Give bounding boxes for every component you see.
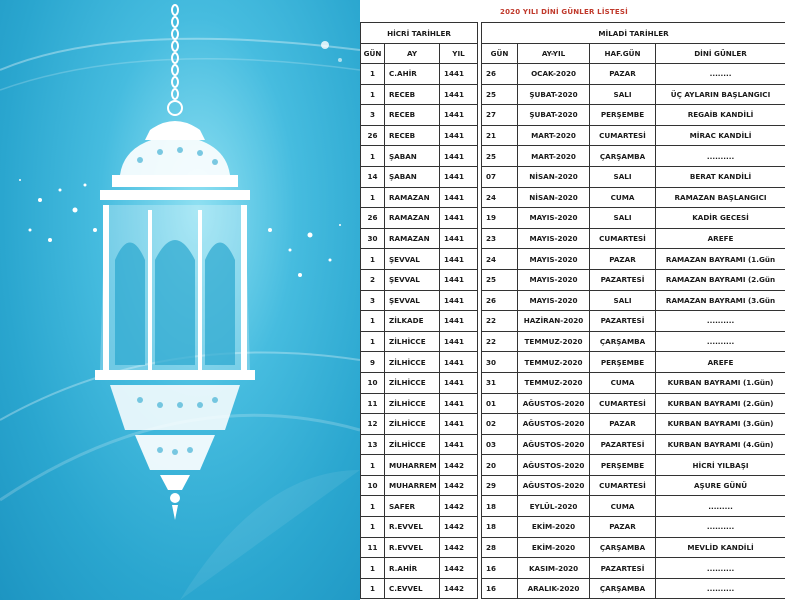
cell-ay: R.EVVEL	[385, 517, 440, 538]
cell-dini: KURBAN BAYRAMI (3.Gün)	[656, 414, 785, 435]
cell-ayyil: AĞUSTOS-2020	[518, 414, 590, 435]
cell-hgun: 9	[361, 352, 385, 373]
cell-hgun: 26	[361, 208, 385, 229]
cell-haf: CUMA	[590, 187, 656, 208]
cell-mgun: 23	[482, 228, 518, 249]
cell-hgun: 10	[361, 372, 385, 393]
cell-yil: 1442	[440, 578, 478, 599]
cell-mgun: 18	[482, 517, 518, 538]
cell-dini: AŞURE GÜNÜ	[656, 475, 785, 496]
cell-haf: PAZARTESİ	[590, 311, 656, 332]
cell-mgun: 16	[482, 578, 518, 599]
cell-haf: CUMARTESİ	[590, 228, 656, 249]
cell-haf: PERŞEMBE	[590, 352, 656, 373]
cell-dini: RAMAZAN BAYRAMI (1.Gün	[656, 249, 785, 270]
cell-yil: 1441	[440, 228, 478, 249]
cell-hgun: 13	[361, 434, 385, 455]
cell-hgun: 1	[361, 311, 385, 332]
cell-ay: SAFER	[385, 496, 440, 517]
cell-mgun: 27	[482, 105, 518, 126]
cell-ayyil: EYLÜL-2020	[518, 496, 590, 517]
cell-ay: ZİLHİCCE	[385, 372, 440, 393]
cell-haf: ÇARŞAMBA	[590, 578, 656, 599]
cell-hgun: 1	[361, 64, 385, 85]
cell-ay: RAMAZAN	[385, 187, 440, 208]
cell-dini: ..........	[656, 578, 785, 599]
cell-yil: 1442	[440, 558, 478, 579]
lantern-illustration	[0, 0, 360, 600]
cell-dini: REGAİB KANDİLİ	[656, 105, 785, 126]
cell-dini: .........	[656, 496, 785, 517]
cell-dini: MEVLİD KANDİLİ	[656, 537, 785, 558]
cell-ayyil: NİSAN-2020	[518, 166, 590, 187]
cell-dini: RAMAZAN BAŞLANGICI	[656, 187, 785, 208]
table-row	[361, 352, 785, 373]
cell-haf: CUMARTESİ	[590, 393, 656, 414]
cell-haf: PERŞEMBE	[590, 105, 656, 126]
cell-dini: ÜÇ AYLARIN BAŞLANGICI	[656, 84, 785, 105]
cell-yil: 1441	[440, 64, 478, 85]
cell-ayyil: MAYIS-2020	[518, 269, 590, 290]
cell-ayyil: MAYIS-2020	[518, 208, 590, 229]
cell-haf: PAZARTESİ	[590, 269, 656, 290]
cell-ayyil: EKİM-2020	[518, 517, 590, 538]
cell-dini: ..........	[656, 558, 785, 579]
cell-hgun: 11	[361, 393, 385, 414]
cell-haf: CUMARTESİ	[590, 125, 656, 146]
cell-ayyil: NİSAN-2020	[518, 187, 590, 208]
cell-dini: RAMAZAN BAYRAMI (3.Gün	[656, 290, 785, 311]
table-row	[361, 249, 785, 270]
cell-ay: C.EVVEL	[385, 578, 440, 599]
cell-yil: 1441	[440, 84, 478, 105]
cell-haf: PAZAR	[590, 517, 656, 538]
cell-haf: PERŞEMBE	[590, 455, 656, 476]
table-row	[361, 146, 785, 167]
cell-ayyil: ŞUBAT-2020	[518, 105, 590, 126]
cell-hgun: 1	[361, 84, 385, 105]
cell-haf: SALI	[590, 208, 656, 229]
cell-haf: CUMA	[590, 372, 656, 393]
col-header-ay: AY	[385, 44, 440, 64]
cell-hgun: 1	[361, 455, 385, 476]
col-header-dini: DİNİ GÜNLER	[656, 44, 785, 64]
cell-haf: CUMA	[590, 496, 656, 517]
cell-hgun: 3	[361, 105, 385, 126]
cell-ay: R.EVVEL	[385, 537, 440, 558]
cell-ay: RAMAZAN	[385, 228, 440, 249]
cell-ay: C.AHİR	[385, 64, 440, 85]
cell-ay: RECEB	[385, 84, 440, 105]
group-header-row	[361, 23, 785, 44]
cell-hgun: 1	[361, 558, 385, 579]
table-row	[361, 578, 785, 599]
cell-ay: ŞEVVAL	[385, 290, 440, 311]
cell-ayyil: MAYIS-2020	[518, 290, 590, 311]
cell-dini: BERAT KANDİLİ	[656, 166, 785, 187]
cell-hgun: 1	[361, 187, 385, 208]
col-header-hafgun: HAF.GÜN	[590, 44, 656, 64]
cell-ayyil: KASIM-2020	[518, 558, 590, 579]
cell-yil: 1441	[440, 414, 478, 435]
cell-hgun: 1	[361, 331, 385, 352]
table-row	[361, 125, 785, 146]
cell-ay: ZİLHİCCE	[385, 331, 440, 352]
cell-hgun: 14	[361, 166, 385, 187]
cell-mgun: 25	[482, 146, 518, 167]
cell-haf: ÇARŞAMBA	[590, 146, 656, 167]
cell-ay: RAMAZAN	[385, 208, 440, 229]
cell-mgun: 19	[482, 208, 518, 229]
cell-ayyil: TEMMUZ-2020	[518, 331, 590, 352]
cell-hgun: 26	[361, 125, 385, 146]
table-row	[361, 537, 785, 558]
cell-haf: PAZARTESİ	[590, 558, 656, 579]
cell-yil: 1441	[440, 311, 478, 332]
table-row	[361, 331, 785, 352]
cell-mgun: 28	[482, 537, 518, 558]
cell-mgun: 30	[482, 352, 518, 373]
cell-mgun: 20	[482, 455, 518, 476]
cell-ay: MUHARREM	[385, 475, 440, 496]
cell-yil: 1441	[440, 290, 478, 311]
cell-yil: 1441	[440, 249, 478, 270]
cell-hgun: 12	[361, 414, 385, 435]
cell-dini: RAMAZAN BAYRAMI (2.Gün	[656, 269, 785, 290]
cell-mgun: 07	[482, 166, 518, 187]
cell-dini: AREFE	[656, 228, 785, 249]
calendar-table	[360, 22, 785, 599]
cell-yil: 1441	[440, 269, 478, 290]
page-title: 2020 YILI DİNİ GÜNLER LİSTESİ	[500, 8, 628, 16]
cell-mgun: 29	[482, 475, 518, 496]
table-row	[361, 290, 785, 311]
cell-ay: ŞEVVAL	[385, 249, 440, 270]
table-row	[361, 475, 785, 496]
cell-dini: ........	[656, 64, 785, 85]
cell-haf: PAZAR	[590, 414, 656, 435]
cell-yil: 1442	[440, 537, 478, 558]
cell-ayyil: MAYIS-2020	[518, 228, 590, 249]
cell-yil: 1442	[440, 475, 478, 496]
cell-ay: ZİLHİCCE	[385, 414, 440, 435]
cell-yil: 1441	[440, 125, 478, 146]
cell-ayyil: HAZİRAN-2020	[518, 311, 590, 332]
col-header-mgun: GÜN	[482, 44, 518, 64]
table-row	[361, 372, 785, 393]
cell-yil: 1442	[440, 496, 478, 517]
table-row	[361, 187, 785, 208]
cell-mgun: 24	[482, 249, 518, 270]
cell-dini: ..........	[656, 311, 785, 332]
cell-yil: 1442	[440, 517, 478, 538]
cell-mgun: 21	[482, 125, 518, 146]
table-row	[361, 517, 785, 538]
cell-dini: HİCRİ YILBAŞI	[656, 455, 785, 476]
cell-haf: ÇARŞAMBA	[590, 331, 656, 352]
cell-haf: CUMARTESİ	[590, 475, 656, 496]
cell-yil: 1441	[440, 208, 478, 229]
column-header-row	[361, 44, 785, 64]
cell-haf: SALI	[590, 84, 656, 105]
cell-hgun: 1	[361, 578, 385, 599]
cell-dini: KURBAN BAYRAMI (2.Gün)	[656, 393, 785, 414]
table-row	[361, 166, 785, 187]
table-row	[361, 269, 785, 290]
cell-ay: ZİLKADE	[385, 311, 440, 332]
miladi-header: MİLADİ TARİHLER	[482, 23, 785, 44]
cell-yil: 1441	[440, 352, 478, 373]
cell-hgun: 10	[361, 475, 385, 496]
table-row	[361, 558, 785, 579]
cell-ayyil: AĞUSTOS-2020	[518, 455, 590, 476]
cell-ay: ZİLHİCCE	[385, 352, 440, 373]
cell-dini: ..........	[656, 331, 785, 352]
cell-mgun: 16	[482, 558, 518, 579]
cell-ay: RECEB	[385, 105, 440, 126]
cell-dini: ..........	[656, 517, 785, 538]
col-header-hgun: GÜN	[361, 44, 385, 64]
table-row	[361, 84, 785, 105]
cell-ay: MUHARREM	[385, 455, 440, 476]
table-row	[361, 393, 785, 414]
cell-mgun: 31	[482, 372, 518, 393]
lantern-icon	[0, 0, 360, 600]
cell-ay: ZİLHİCCE	[385, 393, 440, 414]
cell-yil: 1442	[440, 455, 478, 476]
table-row	[361, 414, 785, 435]
table-row	[361, 228, 785, 249]
cell-mgun: 22	[482, 311, 518, 332]
cell-mgun: 25	[482, 84, 518, 105]
cell-hgun: 30	[361, 228, 385, 249]
cell-mgun: 26	[482, 290, 518, 311]
cell-dini: AREFE	[656, 352, 785, 373]
cell-hgun: 1	[361, 496, 385, 517]
cell-ayyil: TEMMUZ-2020	[518, 352, 590, 373]
table-row	[361, 311, 785, 332]
cell-mgun: 18	[482, 496, 518, 517]
table-row	[361, 496, 785, 517]
cell-ayyil: OCAK-2020	[518, 64, 590, 85]
cell-ayyil: MART-2020	[518, 125, 590, 146]
cell-yil: 1441	[440, 393, 478, 414]
cell-haf: SALI	[590, 290, 656, 311]
table-row	[361, 434, 785, 455]
cell-ayyil: ŞUBAT-2020	[518, 84, 590, 105]
cell-hgun: 1	[361, 146, 385, 167]
cell-yil: 1441	[440, 434, 478, 455]
cell-ay: RECEB	[385, 125, 440, 146]
cell-ay: ŞABAN	[385, 166, 440, 187]
cell-hgun: 2	[361, 269, 385, 290]
religious-days-list	[360, 0, 785, 600]
cell-mgun: 24	[482, 187, 518, 208]
cell-ayyil: AĞUSTOS-2020	[518, 393, 590, 414]
cell-yil: 1441	[440, 372, 478, 393]
cell-ayyil: MAYIS-2020	[518, 249, 590, 270]
cell-yil: 1441	[440, 331, 478, 352]
cell-yil: 1441	[440, 187, 478, 208]
cell-mgun: 02	[482, 414, 518, 435]
cell-ayyil: MART-2020	[518, 146, 590, 167]
col-header-ayyil: AY-YIL	[518, 44, 590, 64]
cell-ay: ŞABAN	[385, 146, 440, 167]
cell-haf: PAZARTESİ	[590, 434, 656, 455]
cell-haf: SALI	[590, 166, 656, 187]
cell-dini: KURBAN BAYRAMI (4.Gün)	[656, 434, 785, 455]
col-header-yil: YIL	[440, 44, 478, 64]
cell-mgun: 25	[482, 269, 518, 290]
cell-haf: PAZAR	[590, 64, 656, 85]
cell-haf: PAZAR	[590, 249, 656, 270]
cell-dini: KURBAN BAYRAMI (1.Gün)	[656, 372, 785, 393]
cell-ay: ŞEVVAL	[385, 269, 440, 290]
cell-ayyil: TEMMUZ-2020	[518, 372, 590, 393]
hicri-header: HİCRİ TARİHLER	[361, 23, 478, 44]
cell-ayyil: AĞUSTOS-2020	[518, 434, 590, 455]
cell-yil: 1441	[440, 166, 478, 187]
cell-haf: ÇARŞAMBA	[590, 537, 656, 558]
table-body	[361, 64, 785, 599]
cell-ay: ZİLHİCCE	[385, 434, 440, 455]
cell-hgun: 1	[361, 249, 385, 270]
table-row	[361, 208, 785, 229]
cell-ayyil: ARALIK-2020	[518, 578, 590, 599]
cell-ay: R.AHİR	[385, 558, 440, 579]
cell-dini: MİRAC KANDİLİ	[656, 125, 785, 146]
cell-dini: ..........	[656, 146, 785, 167]
cell-ayyil: EKİM-2020	[518, 537, 590, 558]
cell-mgun: 01	[482, 393, 518, 414]
cell-hgun: 1	[361, 517, 385, 538]
cell-mgun: 22	[482, 331, 518, 352]
table-row	[361, 455, 785, 476]
cell-mgun: 03	[482, 434, 518, 455]
cell-hgun: 11	[361, 537, 385, 558]
cell-hgun: 3	[361, 290, 385, 311]
cell-yil: 1441	[440, 146, 478, 167]
cell-mgun: 26	[482, 64, 518, 85]
cell-dini: KADİR GECESİ	[656, 208, 785, 229]
cell-ayyil: AĞUSTOS-2020	[518, 475, 590, 496]
table-row	[361, 64, 785, 85]
table-row	[361, 105, 785, 126]
cell-yil: 1441	[440, 105, 478, 126]
